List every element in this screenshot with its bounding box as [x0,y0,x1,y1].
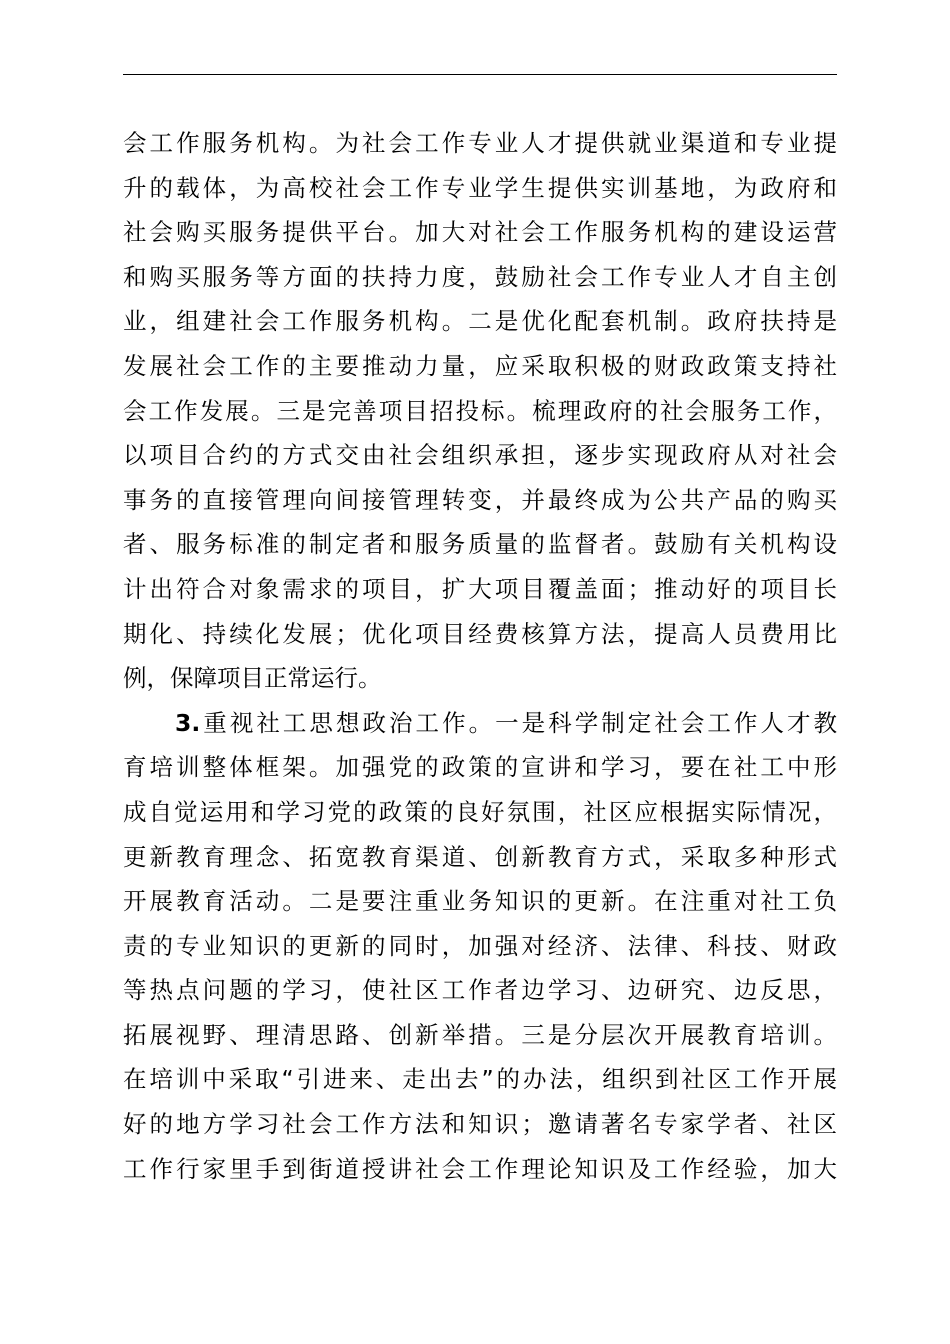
document-body [123,121,837,1191]
text-line: 业，组建社会工作服务机构。二是优化配套机制。政府扶持是 [123,307,837,336]
section-heading-text: 重视社工思想政治工作。一是科学制定社会工作人才教 [200,708,837,737]
text-line: 升的载体，为高校社会工作专业学生提供实训基地，为政府和 [123,173,837,202]
section-3-first-line [123,701,837,746]
text-line: 育培训整体框架。加强党的政策的宣讲和学习，要在社工中形 [123,753,837,782]
text-line: 计出符合对象需求的项目，扩大项目覆盖面；推动好的项目长 [123,574,837,603]
text-line: 和购买服务等方面的扶持力度，鼓励社会工作专业人才自主创 [123,262,837,291]
text-line: 成自觉运用和学习党的政策的良好氛围，社区应根据实际情况， [123,797,837,826]
text-line: 发展社会工作的主要推动力量，应采取积极的财政政策支持社 [123,351,837,380]
text-line: 会工作发展。三是完善项目招投标。梳理政府的社会服务工作， [123,396,837,425]
text-line: 更新教育理念、拓宽教育渠道、创新教育方式，采取多种形式 [123,842,837,871]
text-line: 会工作服务机构。为社会工作专业人才提供就业渠道和专业提 [123,129,837,157]
text-line: 工作行家里手到街道授讲社会工作理论知识及工作经验，加大 [123,1154,837,1183]
text-line: 拓展视野、理清思路、创新举措。三是分层次开展教育培训。 [123,1020,837,1049]
text-line: 事务的直接管理向间接管理转变，并最终成为公共产品的购买 [123,485,837,514]
text-line: 在培训中采取“引进来、走出去”的办法，组织到社区工作开展 [123,1065,837,1094]
text-line: 期化、持续化发展；优化项目经费核算方法，提高人员费用比 [123,619,837,648]
text-line: 开展教育活动。二是要注重业务知识的更新。在注重对社工负 [123,887,837,916]
text-line: 以项目合约的方式交由社会组织承担，逐步实现政府从对社会 [123,441,837,470]
text-line: 例，保障项目正常运行。 [123,664,382,693]
text-line: 责的专业知识的更新的同时，加强对经济、法律、科技、财政 [123,931,837,960]
paragraph-continuation [123,121,837,701]
text-line: 好的地方学习社会工作方法和知识；邀请著名专家学者、社区 [123,1110,837,1139]
text-line: 社会购买服务提供平台。加大对社会工作服务机构的建设运营 [123,218,837,247]
section-number: 3. [175,708,201,737]
header-rule [123,74,837,75]
paragraph-section-3 [123,701,837,1192]
text-line: 等热点问题的学习，使社区工作者边学习、边研究、边反思， [123,976,837,1005]
text-line: 者、服务标准的制定者和服务质量的监督者。鼓励有关机构设 [123,530,837,559]
